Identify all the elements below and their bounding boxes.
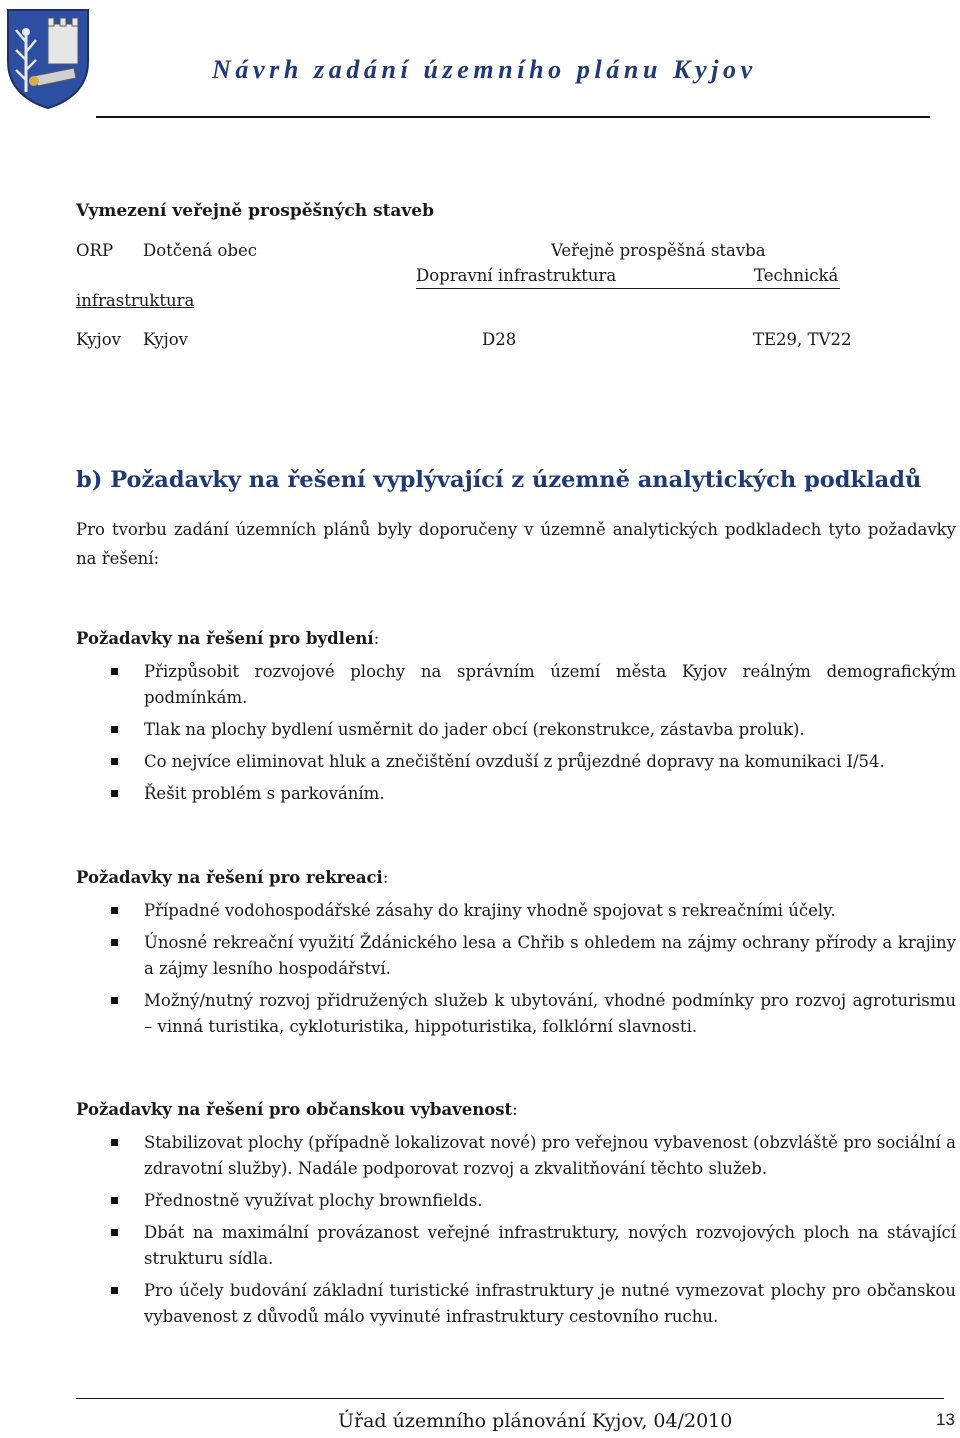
header-rule bbox=[96, 116, 930, 118]
vybavenost-heading bbox=[76, 1100, 518, 1119]
list-item: Případné vodohospodářské zásahy do krajiny vhodně spojovat s rekreačními účely. bbox=[108, 898, 956, 924]
vps-col-obec: Dotčená obec bbox=[143, 241, 258, 260]
footer-rule bbox=[76, 1398, 944, 1399]
list-item: Co nejvíce eliminovat hluk a znečištění ovzduší z průjezdné dopravy na komunikaci I/54. bbox=[108, 749, 956, 775]
vps-col-orp: ORP bbox=[76, 241, 114, 260]
vps-subheader-row bbox=[416, 266, 840, 289]
rekreace-heading-suffix: : bbox=[382, 868, 389, 887]
vps-col-dopravni: Dopravní infrastruktura bbox=[416, 266, 617, 285]
bydleni-list bbox=[108, 659, 956, 807]
list-item: Pro účely budování základní turistické infrastruktury je nutné vymezovat plochy pro občanskou vybavenost z důvodů málo vyvinuté infrastruktury cestovního ruchu. bbox=[108, 1278, 956, 1330]
document-header-title: Návrh zadání územního plánu Kyjov bbox=[212, 55, 757, 84]
vps-col-vps: Veřejně prospěšná stavba bbox=[551, 241, 766, 260]
list-item: Přednostně využívat plochy brownfields. bbox=[108, 1188, 956, 1214]
list-item: Stabilizovat plochy (případně lokalizovat nové) pro veřejnou vybavenost (obzvláště pro sociální a zdravotní služby). Nadále podporovat rozvoj a zkvalitňování těchto služeb. bbox=[108, 1130, 956, 1182]
vps-cell-orp: Kyjov bbox=[76, 330, 121, 349]
vps-cell-technicka: TE29, TV22 bbox=[753, 330, 852, 349]
list-item: Řešit problém s parkováním. bbox=[108, 781, 956, 807]
rekreace-heading bbox=[76, 868, 388, 887]
footer-text: Úřad územního plánování Kyjov, 04/2010 bbox=[338, 1410, 733, 1432]
section-b-title: b) Požadavky na řešení vyplývající z územně analytických podkladů bbox=[76, 467, 922, 493]
list-item: Možný/nutný rozvoj přidružených služeb k ubytování, vhodné podmínky pro rozvoj agroturismu – vinná turistika, cykloturistika, hippoturistika, folklórní slavnosti. bbox=[108, 988, 956, 1040]
rekreace-list bbox=[108, 898, 956, 1040]
rekreace-heading-label: Požadavky na řešení pro rekreaci bbox=[76, 868, 383, 887]
vps-col-technicka-cont: infrastruktura bbox=[76, 291, 195, 310]
section-b-intro: Pro tvorbu zadání územních plánů byly doporučeny v územně analytických podkladech tyto požadavky na řešení: bbox=[76, 520, 956, 568]
list-item: Přizpůsobit rozvojové plochy na správním území města Kyjov reálným demografickým podmínkám. bbox=[108, 659, 956, 711]
vps-cell-dopravni: D28 bbox=[482, 330, 517, 349]
vybavenost-heading-suffix: : bbox=[512, 1100, 518, 1119]
bydleni-heading-suffix: : bbox=[373, 629, 380, 648]
bydleni-heading bbox=[76, 629, 379, 648]
vps-cell-obec: Kyjov bbox=[143, 330, 188, 349]
vps-heading: Vymezení veřejně prospěšných staveb bbox=[76, 201, 435, 221]
list-item: Tlak na plochy bydlení usměrnit do jader obcí (rekonstrukce, zástavba proluk). bbox=[108, 717, 956, 743]
page-number: 13 bbox=[936, 1410, 955, 1429]
kyjov-coat-of-arms-icon bbox=[4, 6, 92, 110]
list-item: Dbát na maximální provázanost veřejné infrastruktury, nových rozvojových ploch na stávající strukturu sídla. bbox=[108, 1220, 956, 1272]
vps-col-technicka: Technická bbox=[754, 266, 839, 285]
bydleni-heading-label: Požadavky na řešení pro bydlení bbox=[76, 629, 374, 648]
list-item: Únosné rekreační využití Ždánického lesa a Chřib s ohledem na zájmy ochrany přírody a krajiny a zájmy lesního hospodářství. bbox=[108, 930, 956, 982]
vybavenost-heading-label: Požadavky na řešení pro občanskou vybavenost bbox=[76, 1100, 513, 1119]
vybavenost-list bbox=[108, 1130, 956, 1330]
